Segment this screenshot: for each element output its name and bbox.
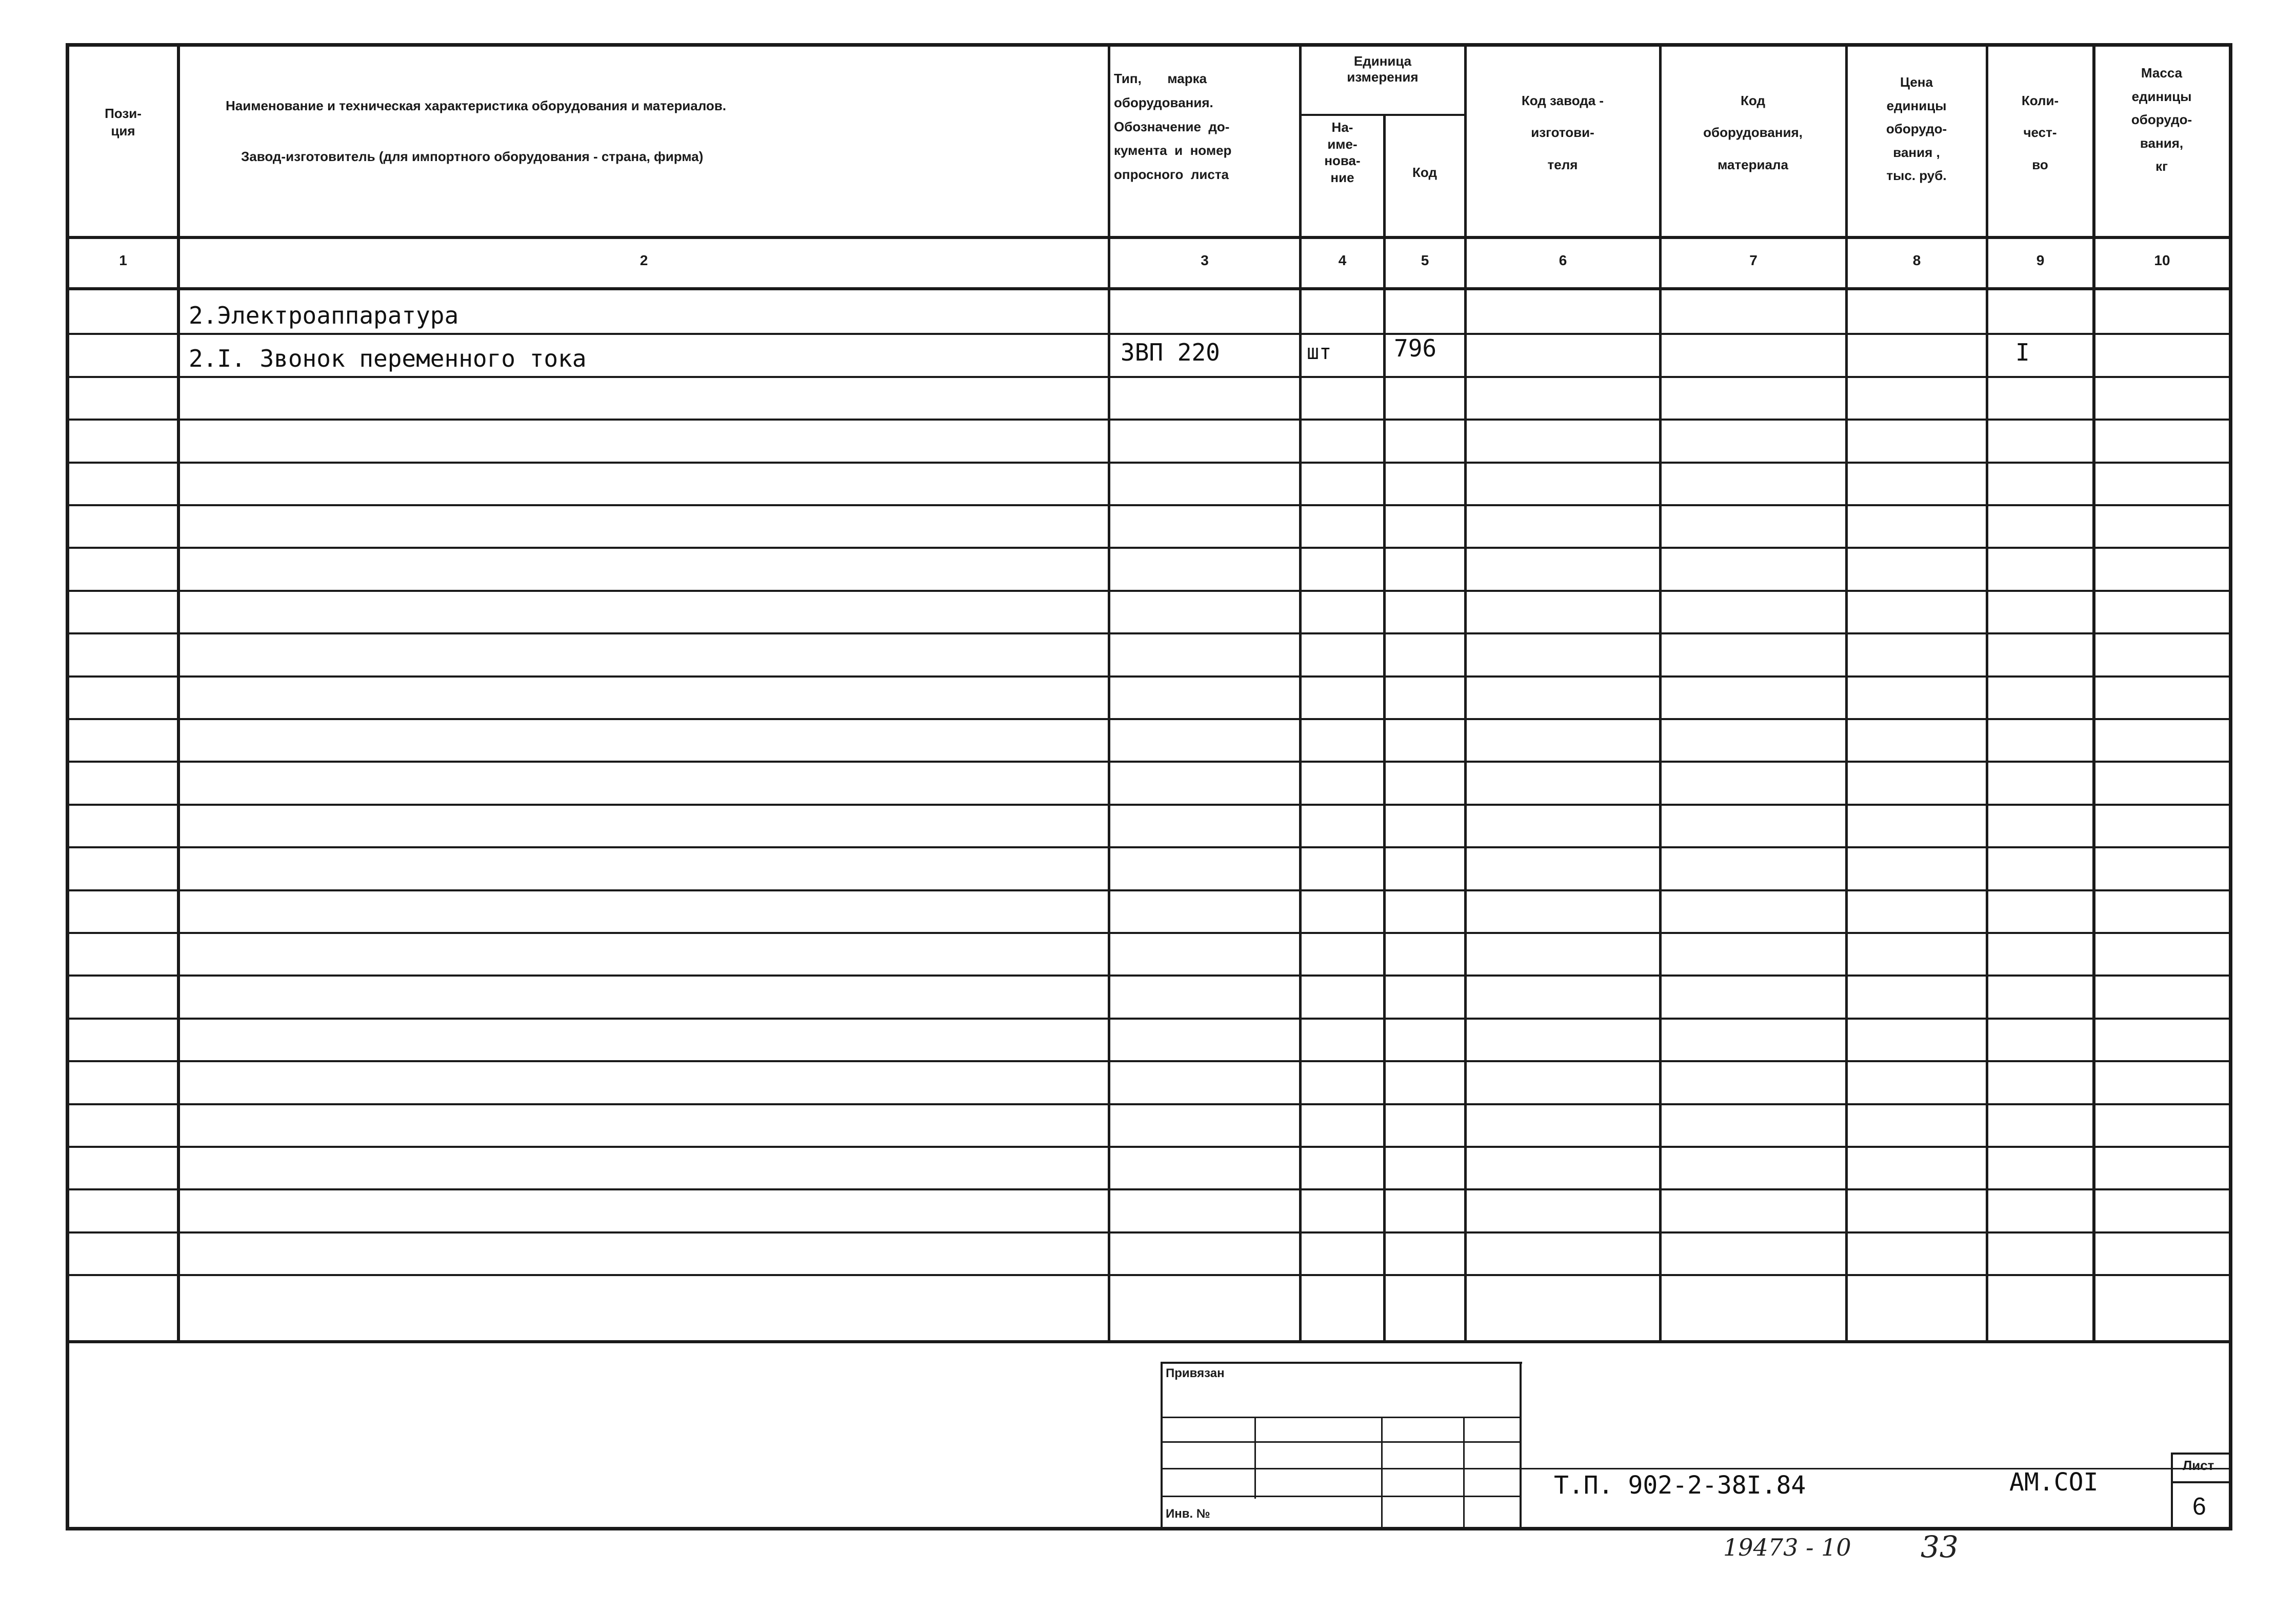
col-divider-1 — [177, 43, 180, 1343]
table-row-line — [69, 547, 2229, 549]
header-unit-name: На- име- нова- ние — [1324, 120, 1361, 185]
colnum-4: 4 — [1338, 252, 1347, 268]
header-unit-code: Код — [1412, 165, 1437, 180]
col-divider-7 — [1845, 43, 1848, 1343]
stamp-row-line-1 — [1162, 1417, 1521, 1418]
frame-top-border — [66, 43, 2232, 47]
table-bottom-line — [66, 1340, 2232, 1343]
stamp-inner-v-3 — [1463, 1417, 1465, 1528]
col-divider-3 — [1299, 43, 1302, 1343]
row-2-type: ЗВП 220 — [1121, 339, 1220, 366]
frame-bottom-border — [66, 1527, 2232, 1530]
row-1-name: 2.Электроаппаратура — [189, 302, 459, 329]
header-factory-code: Код завода - изготови- теля — [1521, 93, 1604, 172]
col-divider-5 — [1464, 43, 1467, 1343]
unit-group-line — [1299, 114, 1466, 116]
stamp-doc-code: Т.П. 902-2-38I.84 — [1554, 1471, 1806, 1500]
table-row-line — [69, 718, 2229, 720]
table-row-line — [69, 932, 2229, 934]
table-row-line — [69, 1018, 2229, 1020]
header-name-line1: Наименование и техническая характеристика оборудования и материалов. — [226, 98, 727, 113]
header-bottom-line — [66, 236, 2232, 239]
stamp-inner-v-1 — [1254, 1417, 1256, 1499]
header-unit-mass: Масса единицы оборудо- вания, кг — [2131, 65, 2192, 174]
handwritten-doc-number: 19473 - 10 — [1723, 1534, 1851, 1561]
colnum-3: 3 — [1201, 252, 1209, 268]
row-2-name: 2.I. Звонок переменного тока — [189, 345, 587, 372]
stamp-inner-v-2 — [1381, 1417, 1383, 1528]
colnum-8: 8 — [1912, 252, 1921, 268]
table-row-line — [69, 1103, 2229, 1105]
stamp-inv-label: Инв. № — [1166, 1507, 1210, 1521]
col-divider-8 — [1986, 43, 1988, 1343]
list-number: 6 — [2192, 1493, 2206, 1520]
table-row-line — [69, 1274, 2229, 1276]
list-box-top — [2171, 1453, 2232, 1455]
table-row-line — [69, 419, 2229, 421]
colnum-7: 7 — [1749, 252, 1758, 268]
colnum-1: 1 — [119, 252, 127, 268]
frame-right-border — [2229, 43, 2232, 1530]
row-2-unit: шт — [1307, 341, 1332, 364]
row-2-qty: I — [2015, 339, 2030, 366]
stamp-privyazan-label: Привязан — [1166, 1366, 1225, 1380]
colnum-10: 10 — [2154, 252, 2170, 268]
header-unit-price: Цена единицы оборудо- вания , тыс. руб. — [1886, 74, 1947, 183]
header-name-line2: Завод-изготовитель (для импортного оборудования - страна, фирма) — [241, 149, 704, 164]
stamp-row-line-4 — [1162, 1496, 1521, 1497]
stamp-right-line — [1520, 1362, 1522, 1528]
table-row-line — [69, 761, 2229, 763]
table-row-line — [69, 974, 2229, 977]
table-row-line — [69, 846, 2229, 848]
stamp-sheet-code: АМ.COI — [2009, 1468, 2099, 1497]
table-row-line — [69, 376, 2229, 378]
header-type-brand: Тип, марка оборудования. Обозначение до- кумента и номер опросного листа — [1114, 71, 1232, 183]
colnum-bottom-line — [66, 287, 2232, 290]
header-equipment-code: Код оборудования, материала — [1703, 93, 1803, 172]
col-divider-2 — [1108, 43, 1110, 1343]
table-row-line — [69, 590, 2229, 592]
stamp-row-line-2 — [1162, 1441, 1521, 1443]
list-label: Лист — [2183, 1458, 2214, 1473]
table-row-line — [69, 333, 2229, 335]
list-box-left — [2171, 1453, 2173, 1530]
table-row-line — [69, 1231, 2229, 1234]
colnum-9: 9 — [2036, 252, 2045, 268]
stamp-left-line — [1161, 1362, 1163, 1528]
table-row-line — [69, 1060, 2229, 1062]
frame-left-border — [66, 43, 69, 1530]
col-divider-6 — [1659, 43, 1662, 1343]
table-row-line — [69, 462, 2229, 464]
list-box-divider — [2171, 1481, 2232, 1483]
table-row-line — [69, 804, 2229, 806]
header-unit-group: Единица измерения — [1347, 53, 1419, 85]
table-row-line — [69, 1188, 2229, 1190]
header-quantity: Коли- чест- во — [2021, 93, 2059, 172]
col-divider-4 — [1383, 114, 1386, 1343]
table-row-line — [69, 889, 2229, 891]
col-divider-9 — [2092, 43, 2095, 1343]
stamp-top-line — [1162, 1362, 1522, 1364]
colnum-5: 5 — [1421, 252, 1429, 268]
table-row-line — [69, 1146, 2229, 1148]
header-position: Пози- ция — [105, 106, 142, 138]
handwritten-page-number: 33 — [1921, 1529, 1959, 1564]
colnum-2: 2 — [640, 252, 648, 268]
table-row-line — [69, 675, 2229, 678]
row-2-code: 796 — [1394, 334, 1437, 362]
table-row-line — [69, 504, 2229, 506]
colnum-6: 6 — [1559, 252, 1567, 268]
table-row-line — [69, 632, 2229, 634]
